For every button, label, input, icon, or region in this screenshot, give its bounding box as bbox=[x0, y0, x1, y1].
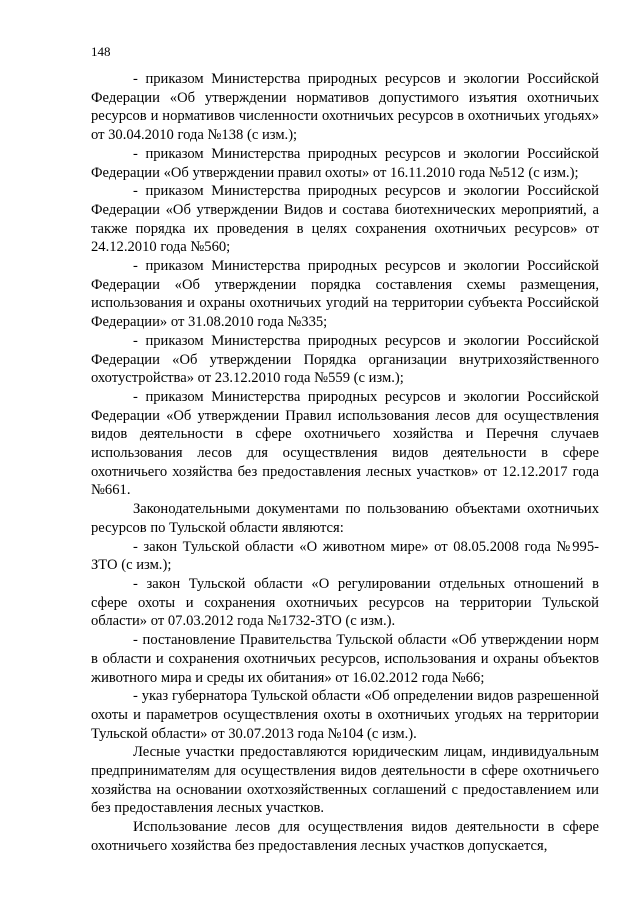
paragraph-order-forest-use-rules: - приказом Министерства природных ресурсов и экологии Российской Федерации «Об утверждении Правил использования лесов для осуществления видов деятельности в сфере охотничьего хозяйства и Перечня случаев использования лесов для осуществления видов деятельности в сфере охотничьего хозяйства без предоставления лесных участков» от 12.12.2017 года №661. bbox=[91, 388, 599, 499]
paragraph-order-biotechnical-measures: - приказом Министерства природных ресурсов и экологии Российской Федерации «Об утверждении Видов и состава биотехнических мероприятий, а также порядка их проведения в целях сохранения охотничьих ресурсов» от 24.12.2010 года №560; bbox=[91, 183, 599, 256]
paragraph-governor-decree: - указ губернатора Тульской области «Об определении видов разрешенной охоты и параметров осуществления охоты в охотничьих угодьях на территории Тульской области» от 30.07.2013 года №104 (с изм.). bbox=[91, 688, 599, 742]
paragraph-law-hunting-regulation: - закон Тульской области «О регулировании отдельных отношений в сфере охоты и сохранения охотничьих ресурсов на территории Тульской области» от 07.03.2012 года №1732-ЗТО (с изм.). bbox=[91, 575, 599, 630]
paragraph-tula-legislation-intro: Законодательными документами по пользованию объектами охотничьих ресурсов по Тульской области являются: bbox=[91, 501, 599, 536]
document-body bbox=[91, 70, 599, 856]
page-number: 148 bbox=[91, 44, 111, 59]
paragraph-order-hunting-management: - приказом Министерства природных ресурсов и экологии Российской Федерации «Об утверждении Порядка организации внутрихозяйственного охотустройства» от 23.12.2010 года №559 (с изм.); bbox=[91, 332, 599, 387]
paragraph-order-hunting-rules: - приказом Министерства природных ресурсов и экологии Российской Федерации «Об утверждении правил охоты» от 16.11.2010 года №512 (с изм.); bbox=[91, 145, 599, 181]
paragraph-order-hunting-grounds-scheme: - приказом Министерства природных ресурсов и экологии Российской Федерации «Об утверждении порядка составления схемы размещения, использования и охраны охотничьих угодий на территории субъекта Российской Федерации» от 31.08.2010 года №335; bbox=[91, 258, 599, 331]
paragraph-order-hunting-quotas: - приказом Министерства природных ресурсов и экологии Российской Федерации «Об утверждении нормативов допустимого изъятия охотничьих ресурсов и нормативов численности охотничьих ресурсов в охотничьих угодьях» от 30.04.2010 года №138 (с изм.); bbox=[91, 71, 599, 144]
paragraph-government-decree: - постановление Правительства Тульской области «Об утверждении норм в области и сохранения охотничьих ресурсов, использования и охраны объектов животного мира и среды их обитания» от 16.02.2012 года №66; bbox=[91, 632, 599, 686]
paragraph-law-animal-world: - закон Тульской области «О животном мире» от 08.05.2008 года №995-ЗТО (с изм.); bbox=[91, 538, 599, 574]
paragraph-forest-use-without-plots: Использование лесов для осуществления видов деятельности в сфере охотничьего хозяйства без предоставления лесных участков допускается, bbox=[91, 819, 599, 854]
paragraph-forest-plots-provision: Лесные участки предоставляются юридическим лицам, индивидуальным предпринимателям для осуществления видов деятельности в сфере охотничьего хозяйства на основании охотхозяйственных соглашений с предоставлением или без предоставления лесных участков. bbox=[91, 744, 599, 817]
